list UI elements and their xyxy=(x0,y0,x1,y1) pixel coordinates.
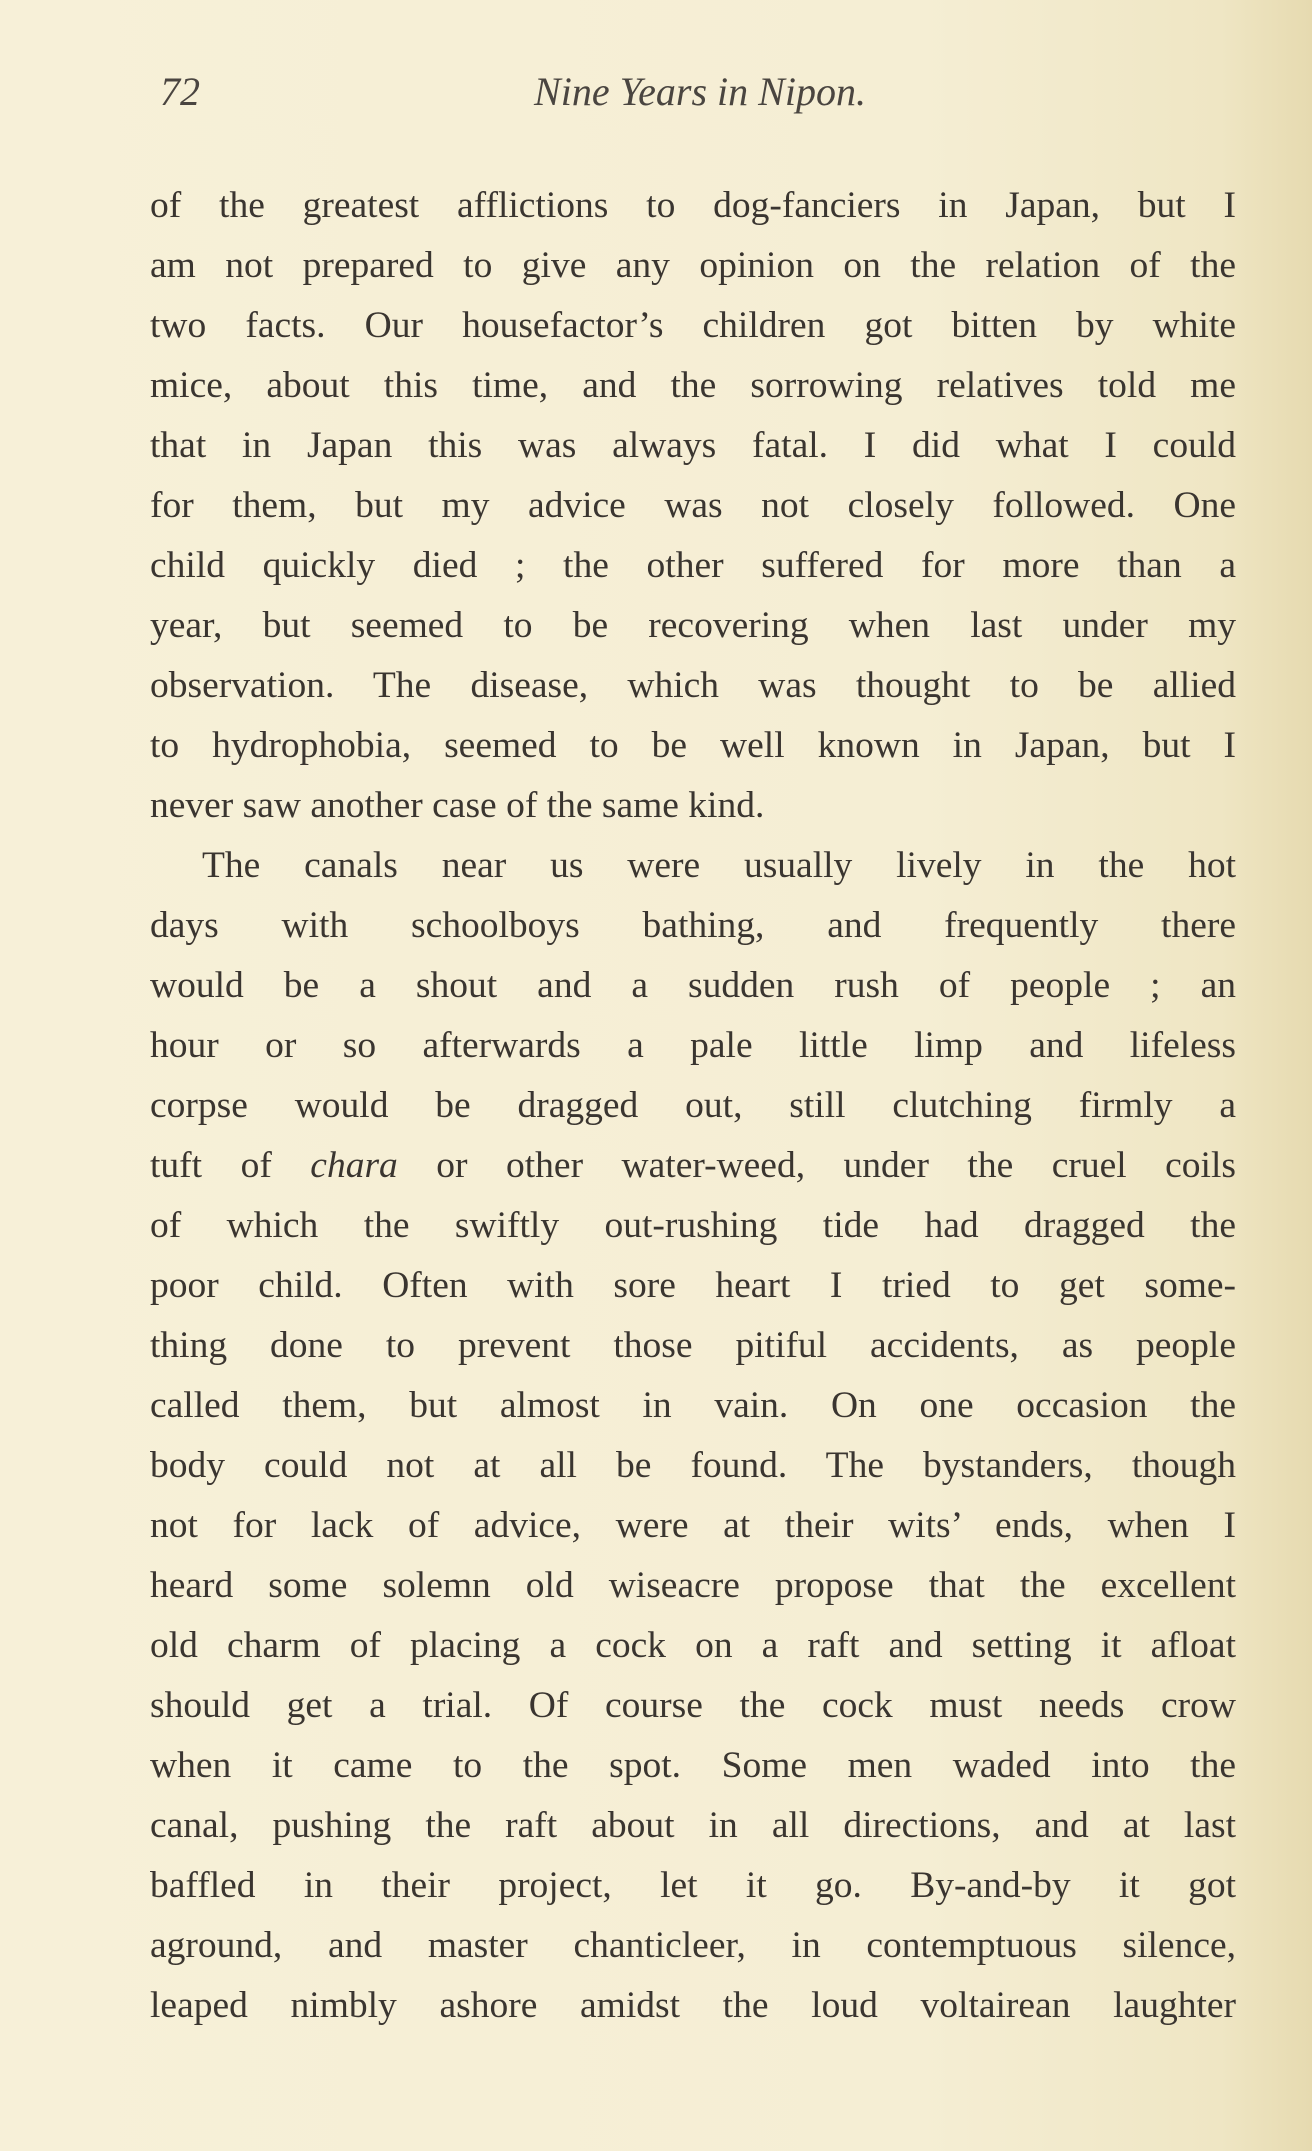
text-line: baffled in their project, let it go. By-and-by it got xyxy=(150,1865,1236,1906)
text-line: The canals near us were usually lively in the hot xyxy=(202,845,1236,886)
body-text xyxy=(150,176,1236,2036)
text-line: called them, but almost in vain. On one occasion the xyxy=(150,1385,1236,1426)
text-line: corpse would be dragged out, still clutching firmly a xyxy=(150,1085,1236,1126)
text-line: for them, but my advice was not closely followed. One xyxy=(150,485,1236,526)
text-line: of which the swiftly out-rushing tide had dragged the xyxy=(150,1205,1236,1246)
text-line: canal, pushing the raft about in all directions, and at last xyxy=(150,1805,1236,1846)
text-line xyxy=(150,1136,1236,1196)
text-segment: tuft of xyxy=(150,1145,311,1186)
text-line: observation. The disease, which was thought to be allied xyxy=(150,665,1236,706)
text-line: aground, and master chanticleer, in contemptuous silence, xyxy=(150,1925,1236,1966)
text-line: heard some solemn old wiseacre propose that the excellent xyxy=(150,1565,1236,1606)
text-line: to hydrophobia, seemed to be well known in Japan, but I xyxy=(150,725,1236,766)
text-line: child quickly died ; the other suffered for more than a xyxy=(150,545,1236,586)
text-line: days with schoolboys bathing, and frequently there xyxy=(150,905,1236,946)
text-segment: or other water-weed, under the cruel coils xyxy=(397,1145,1236,1186)
text-line: poor child. Often with sore heart I tried to get some- xyxy=(150,1265,1236,1306)
page-header xyxy=(160,68,1260,128)
running-title: Nine Years in Nipon. xyxy=(534,69,866,114)
text-line: am not prepared to give any opinion on the relation of the xyxy=(150,245,1236,286)
text-line: not for lack of advice, were at their wits’ ends, when I xyxy=(150,1505,1236,1546)
text-line: body could not at all be found. The bystanders, though xyxy=(150,1445,1236,1486)
text-line: year, but seemed to be recovering when last under my xyxy=(150,605,1236,646)
text-line: old charm of placing a cock on a raft and setting it afloat xyxy=(150,1625,1236,1666)
text-line: leaped nimbly ashore amidst the loud voltairean laughter xyxy=(150,1985,1236,2026)
text-line: two facts. Our housefactor’s children got bitten by white xyxy=(150,305,1236,346)
text-line: of the greatest afflictions to dog-fanciers in Japan, but I xyxy=(150,185,1236,226)
text-line: hour or so afterwards a pale little limp and lifeless xyxy=(150,1025,1236,1066)
text-line: should get a trial. Of course the cock must needs crow xyxy=(150,1685,1236,1726)
italic-word: chara xyxy=(310,1145,398,1186)
page-number: 72 xyxy=(160,69,200,114)
text-line: that in Japan this was always fatal. I did what I could xyxy=(150,425,1236,466)
text-line: when it came to the spot. Some men waded into the xyxy=(150,1745,1236,1786)
text-line: would be a shout and a sudden rush of people ; an xyxy=(150,965,1236,1006)
text-line: mice, about this time, and the sorrowing relatives told me xyxy=(150,365,1236,406)
text-line: thing done to prevent those pitiful accidents, as people xyxy=(150,1325,1236,1366)
text-line: never saw another case of the same kind. xyxy=(150,785,765,826)
